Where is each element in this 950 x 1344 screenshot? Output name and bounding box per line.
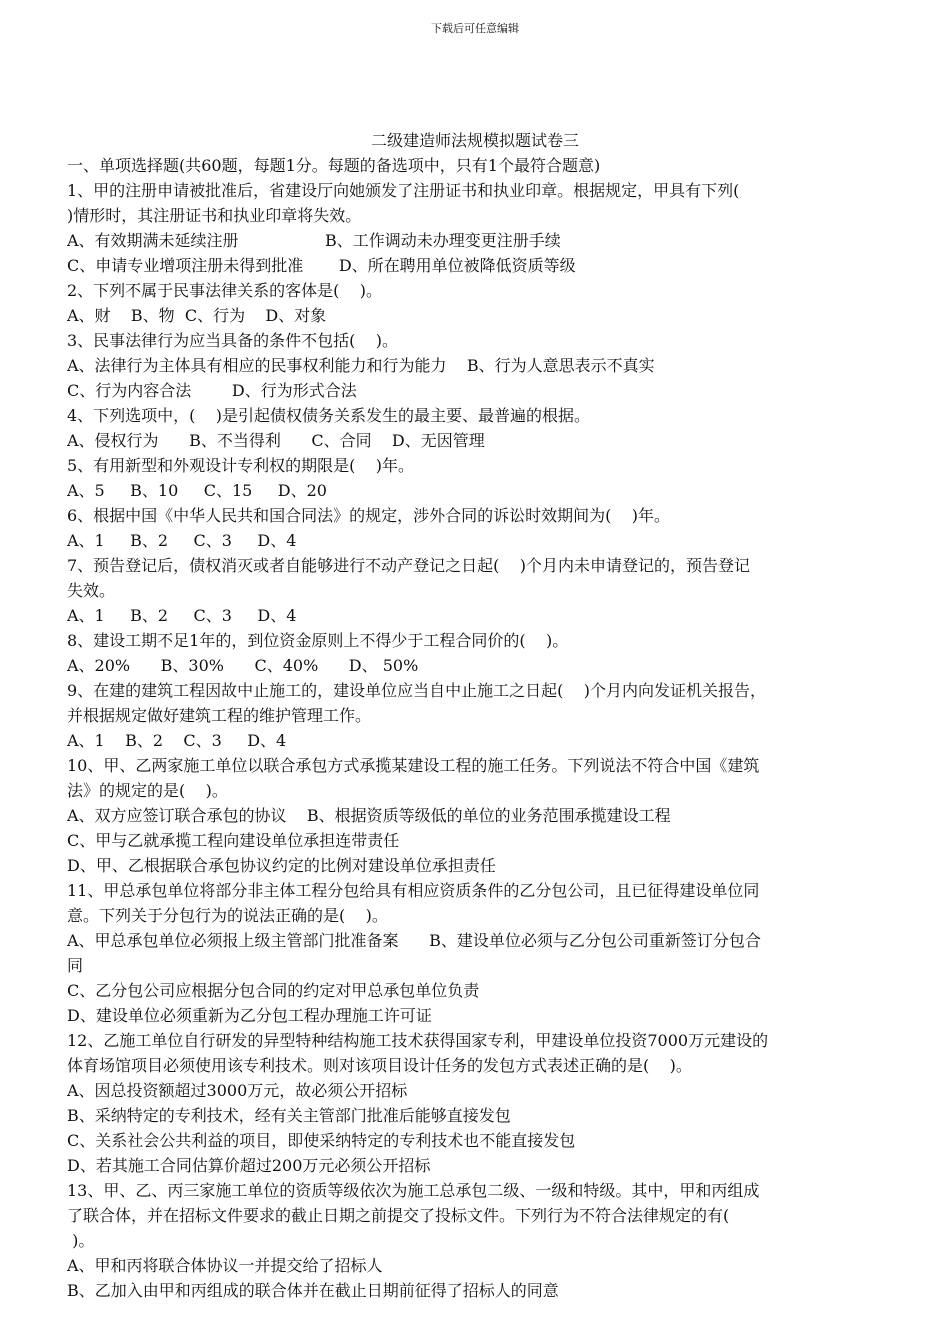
text-line: A、甲和丙将联合体协议一并提交给了招标人 bbox=[67, 1256, 383, 1275]
text-line: A、财 B、物 C、行为 D、对象 bbox=[67, 306, 327, 325]
text-line: A、5 B、10 C、15 D、20 bbox=[67, 481, 327, 500]
page-header: 下载后可任意编辑 bbox=[431, 22, 519, 35]
text-line: 1、甲的注册申请被批准后，省建设厅向她颁发了注册证书和执业印章。根据规定，甲具有下列( bbox=[67, 181, 740, 200]
text-line: 13、甲、乙、丙三家施工单位的资质等级依次为施工总承包二级、一级和特级。其中，甲和丙组成 bbox=[67, 1181, 760, 1200]
document-title: 二级建造师法规模拟题试卷三 bbox=[370, 131, 579, 150]
text-line: B、采纳特定的专利技术，经有关主管部门批准后能够直接发包 bbox=[67, 1106, 511, 1125]
text-line: 11、甲总承包单位将部分非主体工程分包给具有相应资质条件的乙分包公司，且已征得建设单位同 bbox=[67, 881, 760, 900]
document-body bbox=[67, 153, 852, 1303]
text-line: 6、根据中国《中华人民共和国合同法》的规定，涉外合同的诉讼时效期间为( )年。 bbox=[67, 506, 671, 525]
text-line: 7、预告登记后，债权消灭或者自能够进行不动产登记之日起( )个月内未申请登记的，预告登记 bbox=[67, 556, 751, 575]
text-line: 法》的规定的是( )。 bbox=[67, 781, 228, 800]
text-line: D、建设单位必须重新为乙分包工程办理施工许可证 bbox=[67, 1006, 432, 1025]
text-line: 2、下列不属于民事法律关系的客体是( )。 bbox=[67, 281, 383, 300]
text-line: 一、单项选择题(共60题，每题1分。每题的备选项中，只有1个最符合题意) bbox=[67, 156, 601, 175]
text-line: 5、有用新型和外观设计专利权的期限是( )年。 bbox=[67, 456, 415, 475]
text-line: 并根据规定做好建筑工程的维护管理工作。 bbox=[67, 706, 372, 725]
text-line: 10、甲、乙两家施工单位以联合承包方式承揽某建设工程的施工任务。下列说法不符合中国《建筑 bbox=[67, 756, 760, 775]
text-line: C、甲与乙就承揽工程向建设单位承担连带责任 bbox=[67, 831, 400, 850]
text-line: B、乙加入由甲和丙组成的联合体并在截止日期前征得了招标人的同意 bbox=[67, 1281, 559, 1300]
text-line: D、若其施工合同估算价超过200万元必须公开招标 bbox=[67, 1156, 431, 1175]
text-line: C、申请专业增项注册未得到批准 D、所在聘用单位被降低资质等级 bbox=[67, 256, 576, 275]
text-line: A、甲总承包单位必须报上级主管部门批准备案 B、建设单位必须与乙分包公司重新签订分包合 bbox=[67, 931, 761, 950]
text-line: C、乙分包公司应根据分包合同的约定对甲总承包单位负责 bbox=[67, 981, 480, 1000]
text-line: 同 bbox=[67, 956, 84, 975]
text-line: A、双方应签订联合承包的协议 B、根据资质等级低的单位的业务范围承揽建设工程 bbox=[67, 806, 671, 825]
text-line: 4、下列选项中，( )是引起债权债务关系发生的最主要、最普遍的根据。 bbox=[67, 406, 591, 425]
text-line: A、有效期满未延续注册 B、工作调动未办理变更注册手续 bbox=[67, 231, 561, 250]
text-line: 9、在建的建筑工程因故中止施工的，建设单位应当自中止施工之日起( )个月内向发证机关报告， bbox=[67, 681, 767, 700]
text-line: C、关系社会公共利益的项目，即使采纳特定的专利技术也不能直接发包 bbox=[67, 1131, 576, 1150]
text-line: A、因总投资额超过3000万元，故必须公开招标 bbox=[67, 1081, 408, 1100]
text-line: A、法律行为主体具有相应的民事权利能力和行为能力 B、行为人意思表示不真实 bbox=[67, 356, 655, 375]
text-line: 12、乙施工单位自行研发的异型特种结构施工技术获得国家专利，甲建设单位投资7000万元建设的 bbox=[67, 1031, 769, 1050]
text-line: 3、民事法律行为应当具备的条件不包括( )。 bbox=[67, 331, 399, 350]
text-line: )。 bbox=[67, 1231, 95, 1250]
text-line: A、侵权行为 B、不当得利 C、合同 D、无因管理 bbox=[67, 431, 485, 450]
text-line: A、1 B、2 C、3 D、4 bbox=[67, 606, 297, 625]
text-line: )情形时，其注册证书和执业印章将失效。 bbox=[67, 206, 362, 225]
text-line: A、20% B、30% C、40% D、 50% bbox=[67, 656, 419, 675]
text-line: 失效。 bbox=[67, 581, 116, 600]
text-line: C、行为内容合法 D、行为形式合法 bbox=[67, 381, 357, 400]
text-line: 体育场馆项目必须使用该专利技术。则对该项目设计任务的发包方式表述正确的是( )。 bbox=[67, 1056, 692, 1075]
text-line: 了联合体，并在招标文件要求的截止日期之前提交了投标文件。下列行为不符合法律规定的有( bbox=[67, 1206, 730, 1225]
text-line: 意。下列关于分包行为的说法正确的是( )。 bbox=[67, 906, 388, 925]
text-line: 8、建设工期不足1年的，到位资金原则上不得少于工程合同价的( )。 bbox=[67, 631, 569, 650]
text-line: A、1 B、2 C、3 D、4 bbox=[67, 731, 287, 750]
text-line: D、甲、乙根据联合承包协议约定的比例对建设单位承担责任 bbox=[67, 856, 496, 875]
text-line: A、1 B、2 C、3 D、4 bbox=[67, 531, 297, 550]
